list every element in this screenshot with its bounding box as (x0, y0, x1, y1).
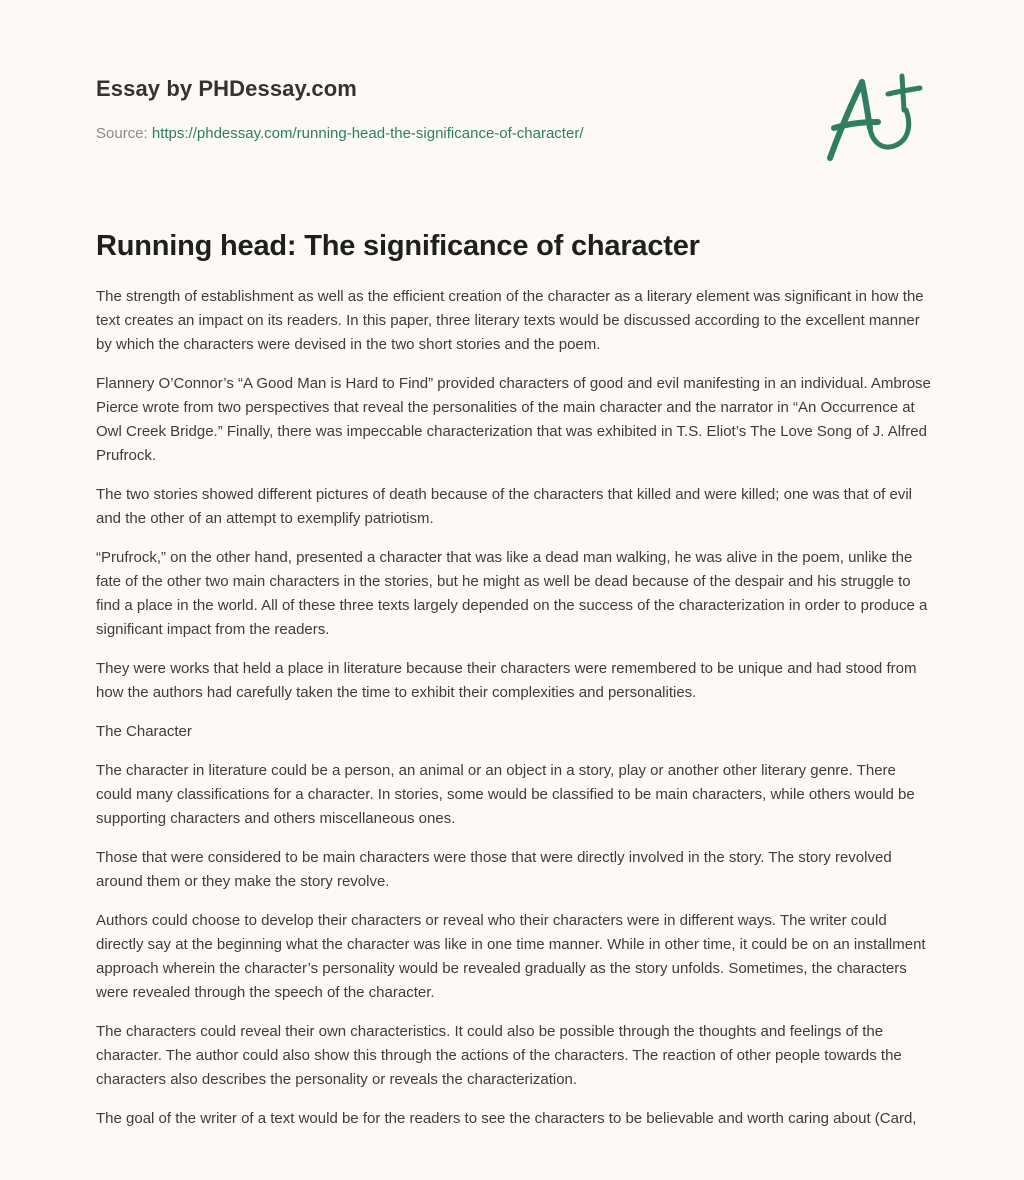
paragraph: Those that were considered to be main characters were those that were directly involved in the story. The story revolved around them or they make the story revolve. (96, 849, 892, 890)
source-label: Source: (96, 125, 152, 142)
a-plus-grade-icon (820, 66, 930, 166)
section-heading: The Character (96, 723, 192, 740)
paragraph: They were works that held a place in literature because their characters were remembered to be unique and had stood from how the authors had carefully taken the time to exhibit their complexities and personalities. (96, 660, 917, 701)
source-link[interactable]: https://phdessay.com/running-head-the-significance-of-character/ (151, 125, 584, 142)
paragraph: The goal of the writer of a text would be for the readers to see the characters to be believable and worth caring about (Card, (96, 1110, 917, 1127)
paragraph: Authors could choose to develop their characters or reveal who their characters were in different ways. The writer could directly say at the beginning what the character was like in one time manner. While in other time, it could be on an installment approach wherein the character’s personality would be revealed gradually as the story unfolds. Sometimes, the characters were revealed through the speech of the character. (96, 912, 926, 1001)
paragraph: The characters could reveal their own characteristics. It could also be possible through the thoughts and feelings of the character. The author could also show this through the actions of the characters. The reaction of other people towards the characters also describes the personality or reveals the characterization. (96, 1023, 902, 1088)
page-header (96, 74, 836, 144)
essay-body (96, 285, 932, 1146)
paragraph: “Prufrock,” on the other hand, presented a character that was like a dead man walking, he was alive in the poem, unlike the fate of the other two main characters in the stories, but he might as well be dead because of the despair and his struggle to find a place in the world. All of these three texts largely depended on the success of the characterization in order to produce a significant impact from the readers. (96, 549, 928, 638)
essay-title: Running head: The significance of character (96, 230, 700, 262)
paragraph: Flannery O’Connor’s “A Good Man is Hard to Find” provided characters of good and evil manifesting in an individual. Ambrose Pierce wrote from two perspectives that reveal the personalities of the main character and the narrator in “An Occurrence at Owl Creek Bridge.” Finally, there was impeccable characterization that was exhibited in T.S. Eliot’s The Love Song of J. Alfred Prufrock. (96, 375, 931, 464)
paragraph: The strength of establishment as well as the efficient creation of the character as a literary element was significant in how the text creates an impact on its readers. In this paper, three literary texts would be discussed according to the excellent manner by which the characters were devised in the two short stories and the poem. (96, 288, 924, 353)
source-line (96, 124, 836, 144)
paragraph: The character in literature could be a person, an animal or an object in a story, play or another other literary genre. There could many classifications for a character. In stories, some would be classified to be main characters, while others would be supporting characters and others miscellaneous ones. (96, 762, 915, 827)
paragraph: The two stories showed different pictures of death because of the characters that killed and were killed; one was that of evil and the other of an attempt to exemplify patriotism. (96, 486, 913, 527)
site-brand: Essay by PHDessay.com (96, 76, 357, 101)
